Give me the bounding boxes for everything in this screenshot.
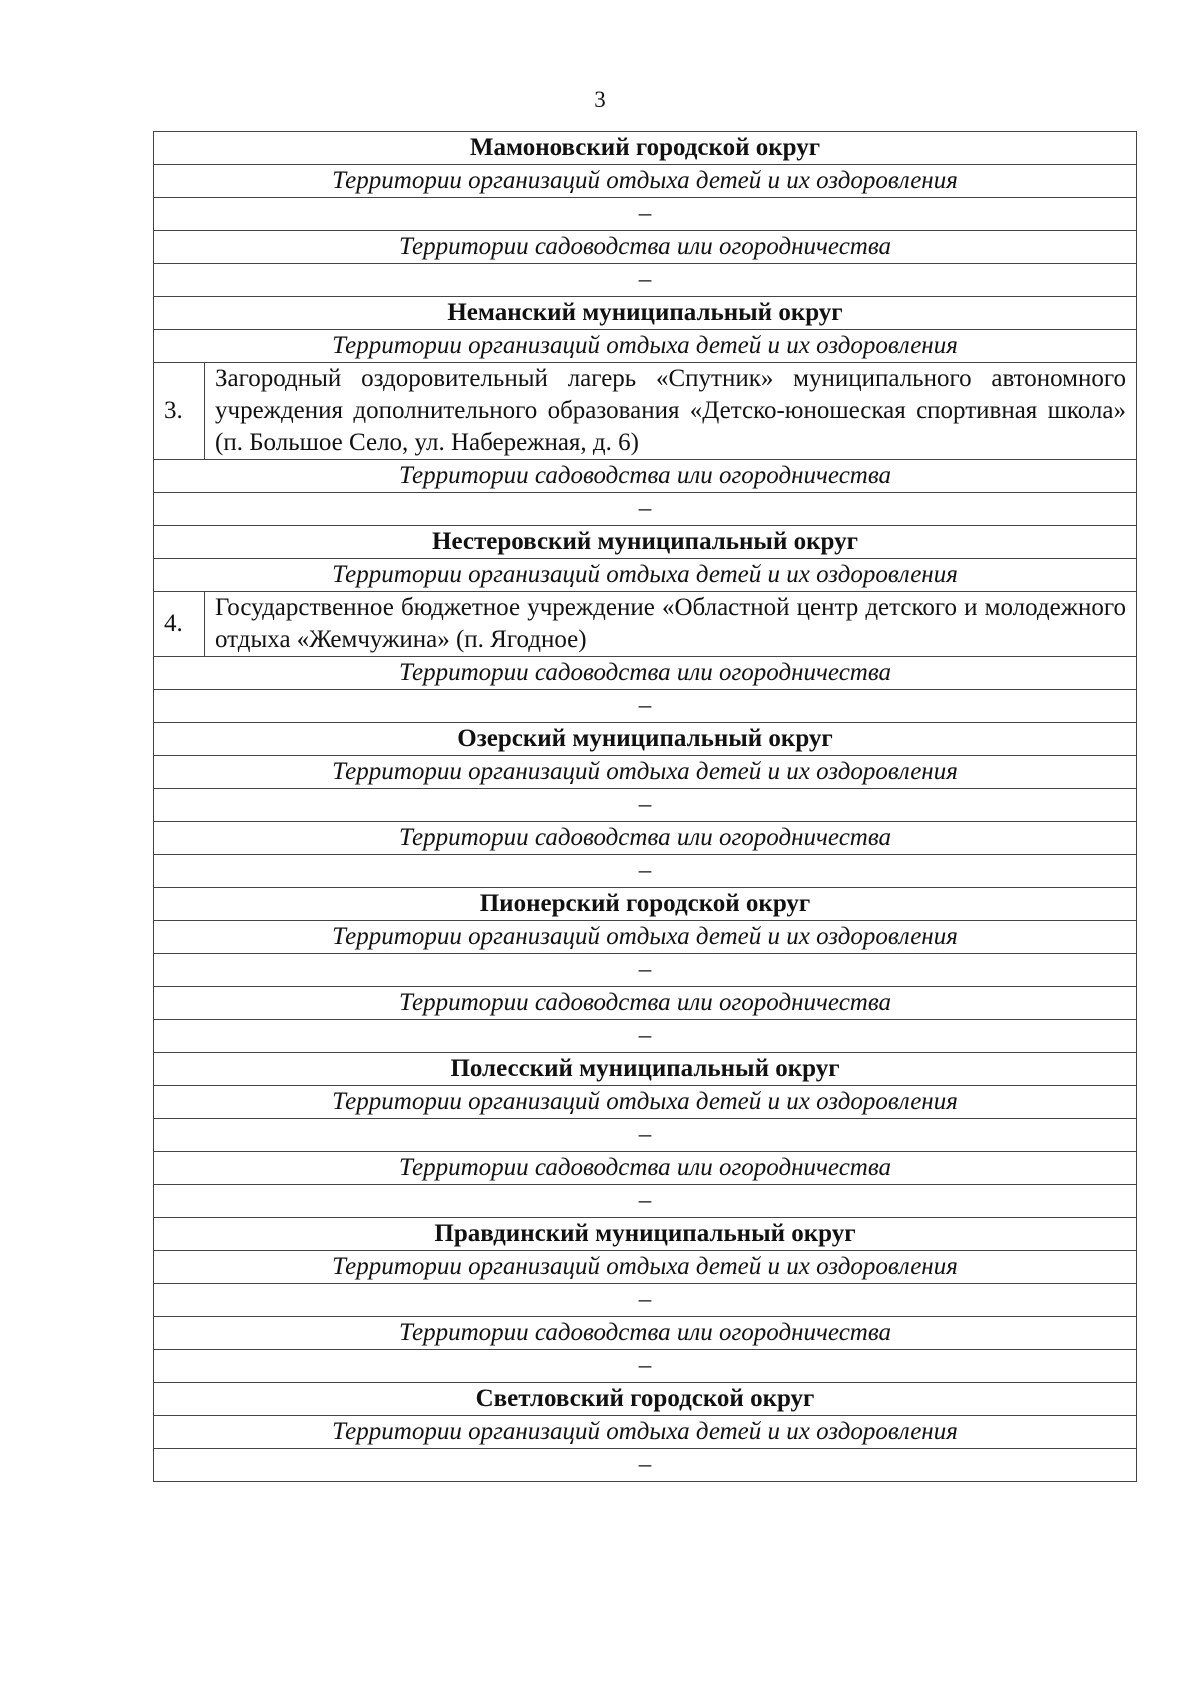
- page-number: 3: [594, 87, 606, 112]
- section-heading-row: [154, 888, 1137, 921]
- category-title-row: [154, 657, 1137, 690]
- empty-dash-row: [154, 264, 1137, 297]
- empty-dash-row: [154, 1350, 1137, 1383]
- category-title: Территории организаций отдыха детей и их оздоровления: [154, 1086, 1137, 1119]
- category-title: Территории организаций отдыха детей и их оздоровления: [154, 756, 1137, 789]
- section-heading-row: [154, 723, 1137, 756]
- category-title: Территории организаций отдыха детей и их оздоровления: [154, 1416, 1137, 1449]
- category-title-row: [154, 756, 1137, 789]
- section-heading: Правдинский муниципальный округ: [154, 1218, 1137, 1251]
- empty-dash: –: [154, 1284, 1137, 1317]
- empty-dash-row: [154, 1449, 1137, 1482]
- section-heading: Нестеровский муниципальный округ: [154, 526, 1137, 559]
- empty-dash: –: [154, 1020, 1137, 1053]
- empty-dash: –: [154, 1449, 1137, 1482]
- empty-dash-row: [154, 1284, 1137, 1317]
- category-title-row: [154, 231, 1137, 264]
- section-heading-row: [154, 297, 1137, 330]
- entry-text: Загородный оздоровительный лагерь «Спутник» муниципального автономного учреждения дополнительного образования «Детско-юношеская спортивная школа» (п. Большое Село, ул. Набережная, д. 6): [205, 363, 1137, 460]
- empty-dash: –: [154, 1350, 1137, 1383]
- empty-dash: –: [154, 1185, 1137, 1218]
- section-heading: Мамоновский городской округ: [154, 132, 1137, 165]
- empty-dash-row: [154, 198, 1137, 231]
- empty-dash-row: [154, 1119, 1137, 1152]
- category-title: Территории организаций отдыха детей и их оздоровления: [154, 165, 1137, 198]
- empty-dash: –: [154, 198, 1137, 231]
- section-heading: Пионерский городской округ: [154, 888, 1137, 921]
- entry-number: 4.: [154, 592, 205, 657]
- category-title: Территории садоводства или огородничества: [154, 657, 1137, 690]
- category-title: Территории садоводства или огородничества: [154, 1317, 1137, 1350]
- empty-dash: –: [154, 690, 1137, 723]
- territories-table: [153, 131, 1137, 1482]
- empty-dash: –: [154, 855, 1137, 888]
- category-title: Территории организаций отдыха детей и их оздоровления: [154, 1251, 1137, 1284]
- empty-dash-row: [154, 855, 1137, 888]
- empty-dash-row: [154, 789, 1137, 822]
- section-heading-row: [154, 132, 1137, 165]
- category-title-row: [154, 1086, 1137, 1119]
- section-heading: Полесский муниципальный округ: [154, 1053, 1137, 1086]
- empty-dash: –: [154, 954, 1137, 987]
- table-body: [154, 132, 1137, 1482]
- empty-dash-row: [154, 690, 1137, 723]
- section-heading-row: [154, 526, 1137, 559]
- category-title: Территории организаций отдыха детей и их оздоровления: [154, 559, 1137, 592]
- empty-dash-row: [154, 493, 1137, 526]
- empty-dash-row: [154, 1020, 1137, 1053]
- entry-row: [154, 363, 1137, 460]
- category-title: Территории организаций отдыха детей и их оздоровления: [154, 330, 1137, 363]
- section-heading: Неманский муниципальный округ: [154, 297, 1137, 330]
- category-title-row: [154, 460, 1137, 493]
- category-title: Территории садоводства или огородничества: [154, 460, 1137, 493]
- empty-dash-row: [154, 1185, 1137, 1218]
- section-heading-row: [154, 1218, 1137, 1251]
- category-title-row: [154, 165, 1137, 198]
- category-title-row: [154, 1251, 1137, 1284]
- category-title-row: [154, 822, 1137, 855]
- section-heading: Озерский муниципальный округ: [154, 723, 1137, 756]
- empty-dash: –: [154, 789, 1137, 822]
- category-title-row: [154, 921, 1137, 954]
- category-title: Территории садоводства или огородничества: [154, 1152, 1137, 1185]
- category-title: Территории садоводства или огородничества: [154, 822, 1137, 855]
- entry-text: Государственное бюджетное учреждение «Областной центр детского и молодежного отдыха «Жемчужина» (п. Ягодное): [205, 592, 1137, 657]
- category-title: Территории садоводства или огородничества: [154, 231, 1137, 264]
- category-title-row: [154, 330, 1137, 363]
- category-title-row: [154, 1152, 1137, 1185]
- section-heading-row: [154, 1383, 1137, 1416]
- empty-dash: –: [154, 493, 1137, 526]
- category-title-row: [154, 559, 1137, 592]
- empty-dash: –: [154, 264, 1137, 297]
- category-title: Территории организаций отдыха детей и их оздоровления: [154, 921, 1137, 954]
- empty-dash-row: [154, 954, 1137, 987]
- section-heading-row: [154, 1053, 1137, 1086]
- category-title: Территории садоводства или огородничества: [154, 987, 1137, 1020]
- category-title-row: [154, 1317, 1137, 1350]
- empty-dash: –: [154, 1119, 1137, 1152]
- section-heading: Светловский городской округ: [154, 1383, 1137, 1416]
- entry-row: [154, 592, 1137, 657]
- category-title-row: [154, 1416, 1137, 1449]
- entry-number: 3.: [154, 363, 205, 460]
- category-title-row: [154, 987, 1137, 1020]
